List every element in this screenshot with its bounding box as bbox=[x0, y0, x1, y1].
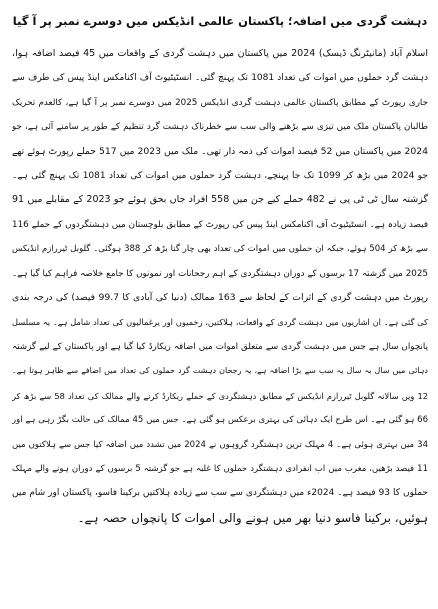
article-line: گزشتہ سال ٹی ٹی پی نے 482 حملے کیے جن میں 558 افراد جاں بحق ہوئے جو 2023 کے مقابلے میں 91 bbox=[12, 194, 428, 206]
article-line: 34 میں بہتری ہوئی ہے۔ 4 مہلک ترین دہشتگرد گروہوں نے 2024 میں تشدد میں اضافہ کیا جس سے ہلاکتوں میں bbox=[12, 439, 428, 450]
article-line: 11 فیصد بڑھیں، مغرب میں اب انفرادی دہشتگرد حملوں کا غلبہ ہے جو گزشتہ 5 برسوں کے دوران ہونے والے مہلک bbox=[12, 463, 428, 474]
article-line: 66 ہو گئی ہے۔ اس طرح ایک دہائی کی بہتری برعکس ہو گئی ہے۔ جس میں 45 ممالک کی حالت بگڑ رہی ہے اور bbox=[12, 415, 428, 426]
article-line: پانچواں سال ہے جس میں دہشت گردی سے متعلق اموات میں اضافہ ریکارڈ کیا گیا ہے اور پاکستان کے لیے گزشتہ bbox=[12, 341, 428, 352]
article-line: رپورٹ میں دہشت گردی کے اثرات کے لحاظ سے 163 ممالک (دنیا کی آبادی کا 99.7 فیصد) کی درجہ بندی bbox=[12, 292, 428, 304]
article-line: ہوئیں، برکینا فاسو دنیا بھر میں ہونے والی اموات کا پانچواں حصہ ہے۔ bbox=[77, 510, 428, 525]
article-line: 2025 میں گزشتہ 17 برسوں کے دوران دہشتگردی کے اہم رجحانات اور نمونوں کا جامع خلاصہ فراہم کیا گیا ہے۔ bbox=[12, 268, 428, 279]
article-line: جو 2024 میں بڑھ کر 1099 تک جا پہنچے، دہشت گرد حملوں میں اموات کی تعداد 1081 تک پہنچ گئی ہے۔ bbox=[12, 171, 428, 182]
article-line: جاری رپورٹ کے مطابق پاکستان عالمی دہشت گردی انڈیکس 2025 میں دوسرے نمبر پر آ گیا ہے، کالعدم تحریک bbox=[12, 97, 428, 108]
article-line: دہائی میں سال بہ سال یہ سب سے بڑا اضافہ ہے، یہ رجحان دہشت گرد حملوں کی تعداد میں اضافے سے ظاہر ہوتا ہے۔ bbox=[12, 366, 428, 376]
article-line: دہشت گرد حملوں میں اموات کی تعداد 1081 تک پہنچ گئی۔ انسٹیٹیوٹ آف اکنامکس اینڈ پیس کی طرف سے bbox=[12, 73, 428, 84]
article-line: اسلام آباد (مانیٹرنگ ڈیسک) 2024 میں پاکستان میں دہشت گردی کے واقعات میں 45 فیصد اضافہ ہوا، bbox=[12, 48, 428, 59]
article-line: کی گئی ہے۔ ان اشاریوں میں دہشت گردی کے واقعات، ہلاکتیں، زخمیوں اور یرغمالیوں کی تعداد شامل ہے۔ یہ مسلسل bbox=[12, 317, 428, 328]
article-body bbox=[12, 42, 428, 530]
article-headline: دہشت گردی میں اضافہ؛ پاکستان عالمی انڈیکس میں دوسرے نمبر پر آ گیا bbox=[12, 14, 428, 28]
article-line: فیصد زیادہ ہے۔ انسٹیٹیوٹ آف اکنامکس اینڈ پیس کی رپورٹ کے مطابق بلوچستان میں دہشتگردوں کے حملے 116 bbox=[12, 219, 428, 230]
article-line: طالبان پاکستان ملک میں تیزی سے بڑھنے والی سب سے خطرناک دہشت گرد تنظیم کے طور پر سامنے آئی ہے، جو bbox=[12, 122, 428, 133]
article-line: 12 ویں سالانہ گلوبل ٹیررازم انڈیکس کے مطابق دہشتگردی کے حملے ریکارڈ کرنے والے ممالک کی تعداد 58 سے بڑھ کر bbox=[12, 390, 428, 401]
article-line: حملوں کا 93 فیصد ہے۔ 2024ء میں دہشتگردی سے سب سے زیادہ ہلاکتیں برکینا فاسو، پاکستان اور شام میں bbox=[12, 488, 428, 499]
article-line: 2024 میں پاکستان میں 52 فیصد اموات کی ذمہ دار تھی۔ ملک میں 2023 میں 517 حملے رپورٹ ہوئے تھے bbox=[12, 145, 428, 157]
article-line: سے بڑھ کر 504 ہوئے، جبکہ ان حملوں میں اموات کی تعداد بھی چار گنا بڑھ کر 388 ہوگئی۔ گلوبل ٹیررازم انڈیکس bbox=[12, 244, 428, 255]
